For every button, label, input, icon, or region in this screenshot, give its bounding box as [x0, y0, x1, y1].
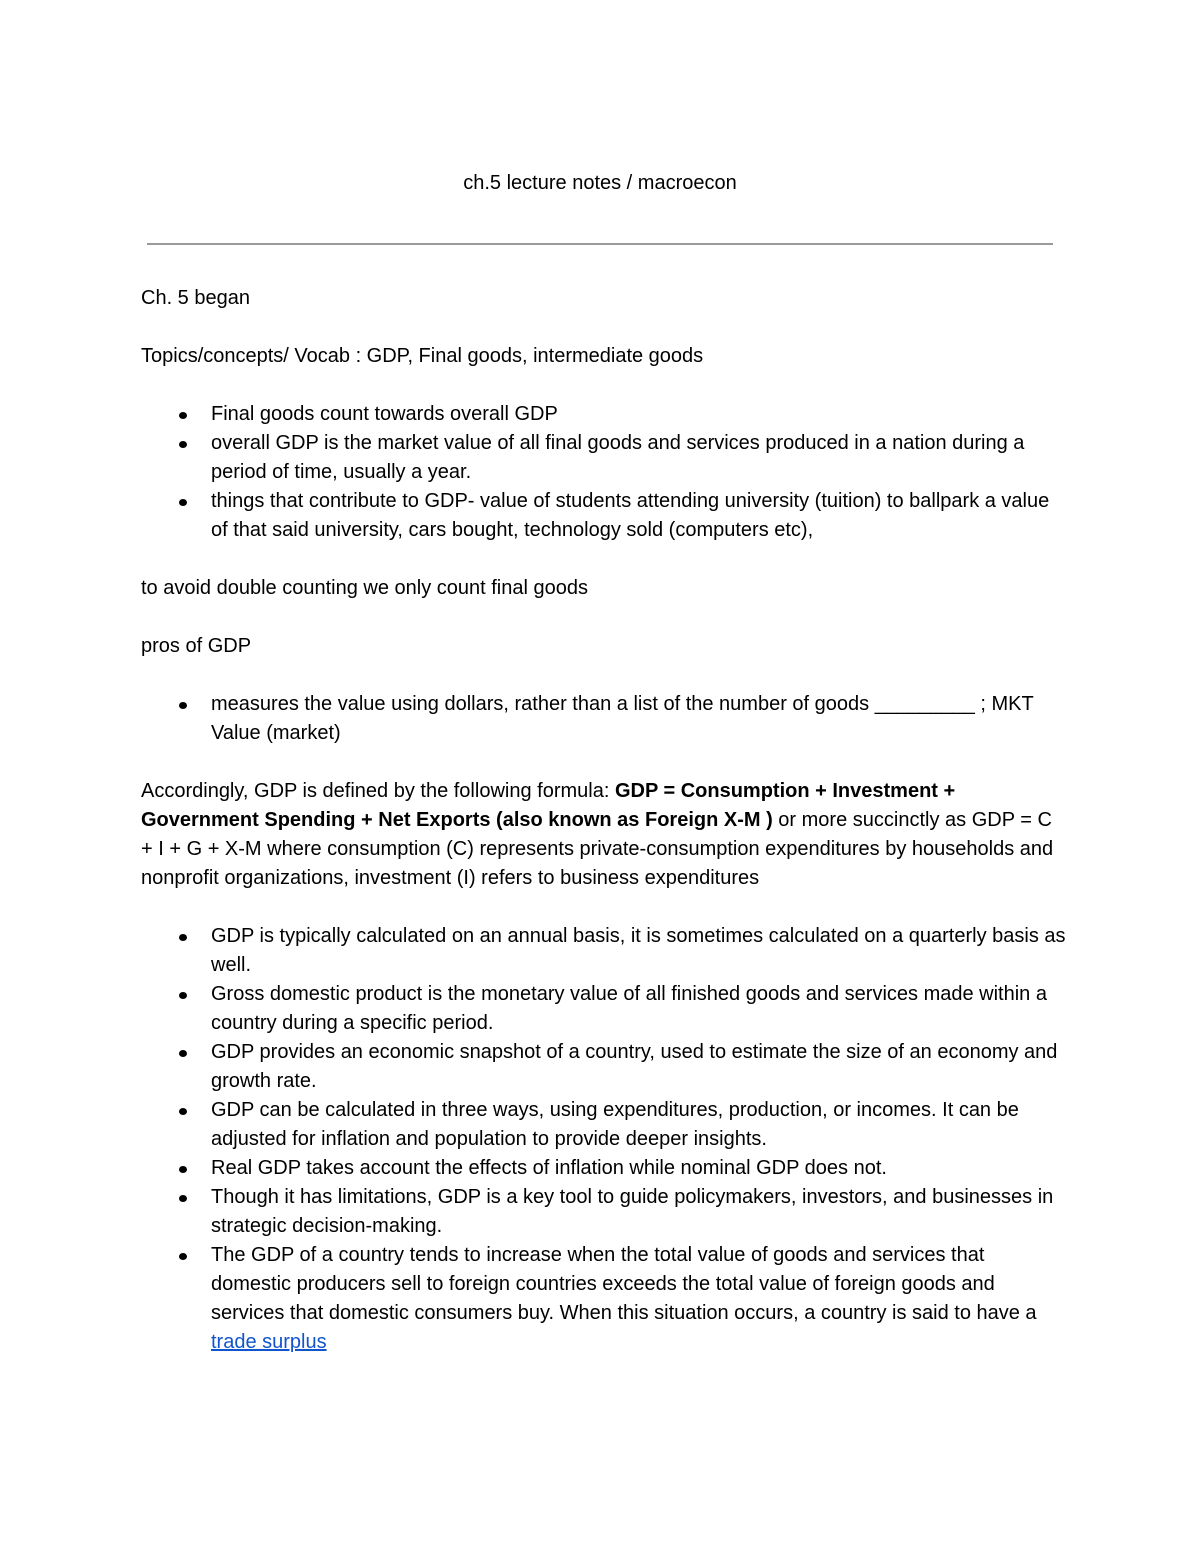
- list-item: overall GDP is the market value of all final goods and services produced in a nation during a period of time, usually a year.: [141, 429, 1066, 487]
- gdp-formula: GDP = Consumption + Investment + Government Spending + Net Exports (also known as Foreign X-M ): [141, 780, 956, 831]
- intro-paragraph: Ch. 5 began: [141, 287, 250, 309]
- list-item: GDP provides an economic snapshot of a country, used to estimate the size of an economy and growth rate.: [141, 1038, 1066, 1096]
- list-item: things that contribute to GDP- value of students attending university (tuition) to ballpark a value of that said university, cars bought, technology sold (computers etc),: [141, 487, 1066, 545]
- bullet-icon: [179, 499, 187, 506]
- horizontal-rule: [147, 243, 1053, 245]
- list-item: Final goods count towards overall GDP: [141, 400, 1066, 429]
- document-body: [141, 284, 1066, 1357]
- bullet-icon: [179, 992, 187, 999]
- final-goods-list: [141, 400, 1066, 545]
- bullet-icon: [179, 1108, 187, 1115]
- bullet-icon: [179, 441, 187, 448]
- bullet-icon: [179, 1253, 187, 1260]
- bullet-icon: [179, 702, 187, 709]
- gdp-facts-list: [141, 922, 1066, 1357]
- pros-list: [141, 690, 1066, 748]
- bullet-icon: [179, 934, 187, 941]
- double-counting-paragraph: to avoid double counting we only count final goods: [141, 577, 588, 599]
- list-item: GDP can be calculated in three ways, using expenditures, production, or incomes. It can be adjusted for inflation and population to provide deeper insights.: [141, 1096, 1066, 1154]
- bullet-icon: [179, 1195, 187, 1202]
- formula-paragraph: Accordingly, GDP is defined by the following formula: GDP = Consumption + Investment + Government Spending + Net Exports (also known as Foreign X-M ) or more succinctly as GDP = C + I + G + X-M where consumption (C) represents private-consumption expenditures by households and nonprofit organizations, investment (I) refers to business expenditures: [141, 780, 1054, 889]
- list-item: Gross domestic product is the monetary value of all finished goods and services made within a country during a specific period.: [141, 980, 1066, 1038]
- list-item: The GDP of a country tends to increase when the total value of goods and services that domestic producers sell to foreign countries exceeds the total value of foreign goods and services that domestic consumers buy. When this situation occurs, a country is said to have a trade surplus: [141, 1241, 1066, 1357]
- list-item: Real GDP takes account the effects of inflation while nominal GDP does not.: [141, 1154, 1066, 1183]
- list-item: measures the value using dollars, rather than a list of the number of goods _________ ; MKT Value (market): [141, 690, 1066, 748]
- topics-paragraph: Topics/concepts/ Vocab : GDP, Final goods, intermediate goods: [141, 345, 704, 367]
- bullet-icon: [179, 1050, 187, 1057]
- trade-surplus-link[interactable]: trade surplus: [211, 1331, 327, 1353]
- bullet-icon: [179, 1166, 187, 1173]
- pros-heading: pros of GDP: [141, 635, 252, 657]
- list-item: Though it has limitations, GDP is a key tool to guide policymakers, investors, and businesses in strategic decision-making.: [141, 1183, 1066, 1241]
- bullet-icon: [179, 412, 187, 419]
- list-item: GDP is typically calculated on an annual basis, it is sometimes calculated on a quarterly basis as well.: [141, 922, 1066, 980]
- document-title: ch.5 lecture notes / macroecon: [463, 172, 737, 194]
